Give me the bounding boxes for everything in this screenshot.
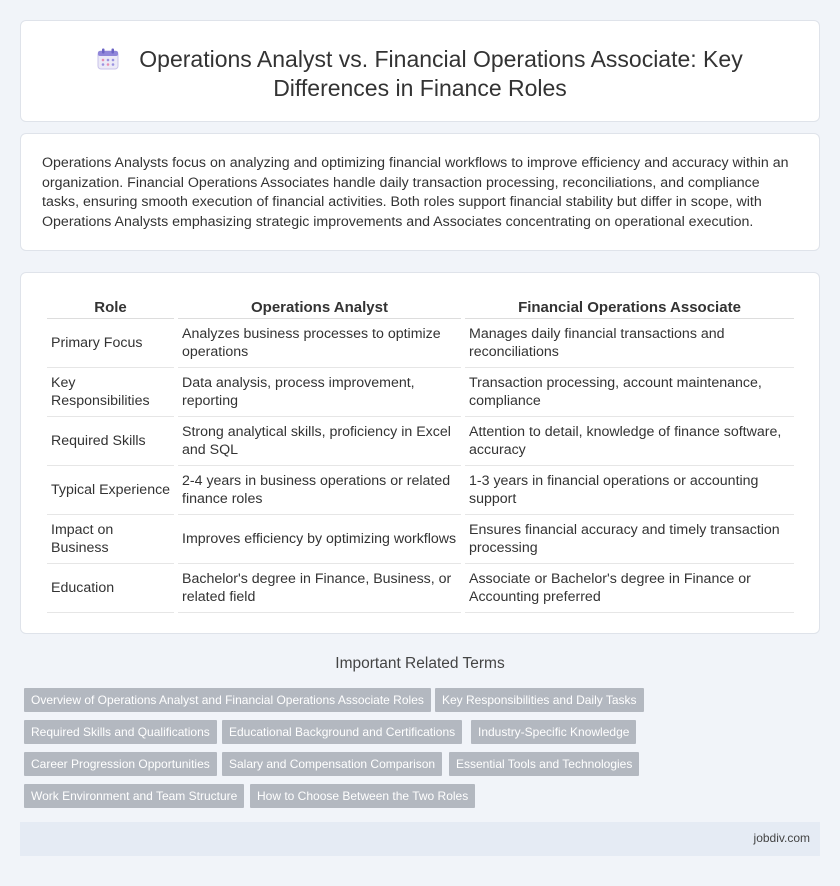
tag-link[interactable]: Career Progression Opportunities xyxy=(24,752,217,776)
intro-text: Operations Analysts focus on analyzing and optimizing financial workflows to improve efficiency and accuracy within an organization. Financial Operations Associates handle daily transaction processing, reconciliations, and compliance tasks, ensuring smooth execution of financial activities. Both roles support financial stability but differ in scope, with Operations Analysts emphasizing strategic improvements and Associates concentrating on operational execution. xyxy=(42,155,789,230)
tag-link[interactable]: Work Environment and Team Structure xyxy=(24,784,244,808)
tag-link[interactable]: Industry-Specific Knowledge xyxy=(471,720,636,744)
tag-link[interactable]: Required Skills and Qualifications xyxy=(24,720,217,744)
row-associate: Attention to detail, knowledge of finance software, accuracy xyxy=(465,417,794,466)
table-row xyxy=(47,319,794,368)
row-analyst: 2-4 years in business operations or related finance roles xyxy=(178,466,461,515)
related-terms-title: Important Related Terms xyxy=(335,655,505,672)
title-line-2: Differences in Finance Roles xyxy=(273,75,567,101)
tag-link[interactable]: Educational Background and Certifications xyxy=(222,720,462,744)
row-associate: Associate or Bachelor's degree in Finance or Accounting preferred xyxy=(465,564,794,613)
row-analyst: Improves efficiency by optimizing workflows xyxy=(178,515,461,564)
intro-card xyxy=(20,133,820,251)
row-associate: Manages daily financial transactions and reconciliations xyxy=(465,319,794,368)
header-role: Role xyxy=(47,295,174,319)
row-role: Education xyxy=(47,564,174,613)
table-row xyxy=(47,564,794,613)
row-role: Impact on Business xyxy=(47,515,174,564)
footer xyxy=(20,822,820,856)
tag-link[interactable]: Essential Tools and Technologies xyxy=(449,752,639,776)
comparison-table xyxy=(43,295,798,613)
page-title xyxy=(21,45,819,103)
header-card xyxy=(20,20,820,122)
row-associate: Transaction processing, account maintenance, compliance xyxy=(465,368,794,417)
row-analyst: Analyzes business processes to optimize operations xyxy=(178,319,461,368)
comparison-table-card xyxy=(20,272,820,634)
tag-link[interactable]: Salary and Compensation Comparison xyxy=(222,752,442,776)
table-row xyxy=(47,368,794,417)
row-analyst: Bachelor's degree in Finance, Business, or related field xyxy=(178,564,461,613)
tag-link[interactable]: Key Responsibilities and Daily Tasks xyxy=(435,688,644,712)
table-row xyxy=(47,417,794,466)
table-header-row xyxy=(47,295,794,319)
table-row xyxy=(47,515,794,564)
row-associate: Ensures financial accuracy and timely transaction processing xyxy=(465,515,794,564)
tag-link[interactable]: How to Choose Between the Two Roles xyxy=(250,784,475,808)
row-role: Typical Experience xyxy=(47,466,174,515)
header-financial-operations-associate: Financial Operations Associate xyxy=(465,295,794,319)
footer-site[interactable]: jobdiv.com xyxy=(753,831,810,845)
row-role: Key Responsibilities xyxy=(47,368,174,417)
title-line-1: Operations Analyst vs. Financial Operations Associate: Key xyxy=(139,46,743,72)
row-analyst: Strong analytical skills, proficiency in Excel and SQL xyxy=(178,417,461,466)
table-row xyxy=(47,466,794,515)
tag-link[interactable]: Overview of Operations Analyst and Financial Operations Associate Roles xyxy=(24,688,431,712)
row-analyst: Data analysis, process improvement, reporting xyxy=(178,368,461,417)
calendar-icon xyxy=(97,48,119,70)
row-role: Required Skills xyxy=(47,417,174,466)
row-associate: 1-3 years in financial operations or accounting support xyxy=(465,466,794,515)
row-role: Primary Focus xyxy=(47,319,174,368)
header-operations-analyst: Operations Analyst xyxy=(178,295,461,319)
